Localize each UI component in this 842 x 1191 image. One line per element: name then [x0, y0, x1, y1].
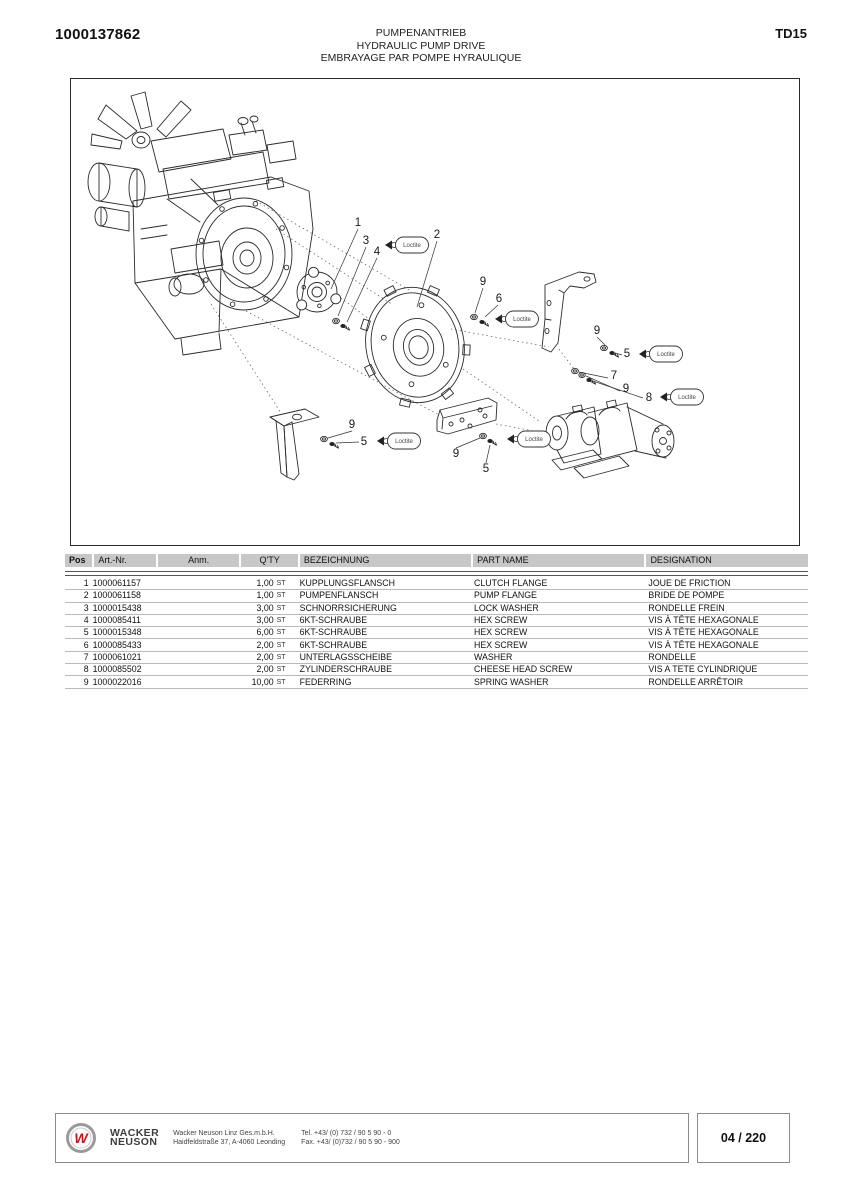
table-row: [65, 627, 808, 639]
callout-number: 1: [354, 217, 362, 229]
page-number-box: [697, 1113, 790, 1163]
callout-layer: [349, 217, 704, 475]
page-number: 04 / 220: [720, 1131, 767, 1145]
callout-number: 2: [433, 229, 441, 241]
qty-value: 10,00: [251, 676, 274, 687]
diagram-panel: [70, 78, 800, 546]
company-address: Haidfeldstraße 37, A-4060 Leonding: [173, 1139, 286, 1146]
callout-number: 5: [482, 463, 490, 475]
cell-qty: [237, 640, 294, 651]
cell-part-name: HEX SCREW: [474, 639, 528, 650]
cell-part-name: SPRING WASHER: [474, 676, 549, 687]
model-code: TD15: [775, 26, 807, 41]
page-title-block: [0, 27, 842, 65]
mounting-bracket-center: [437, 398, 497, 434]
qty-unit: ST: [276, 617, 286, 625]
cell-bezeichnung: SCHNORRSICHERUNG: [299, 602, 397, 613]
cell-pos: 7: [83, 651, 89, 662]
exploded-drawing: [71, 79, 797, 543]
qty-unit: ST: [276, 592, 286, 600]
qty-value: 3,00: [256, 615, 274, 626]
callout-number: 5: [360, 436, 368, 448]
cell-designation: VIS A TETE CYLINDRIQUE: [648, 664, 758, 675]
cell-designation: RONDELLE FREIN: [648, 602, 725, 613]
cell-pos: 9: [83, 676, 89, 687]
loctite-flag: [507, 431, 551, 447]
col-header-designation: DESIGNATION: [646, 554, 808, 567]
footer-bar: [55, 1113, 689, 1163]
table-row: [65, 615, 808, 627]
cell-part-name: CHEESE HEAD SCREW: [474, 664, 573, 675]
qty-unit: ST: [276, 641, 286, 649]
cell-designation: RONDELLE: [648, 651, 696, 662]
cell-qty: [237, 615, 294, 626]
callout-number: 9: [348, 419, 356, 431]
brand-name: [110, 1126, 160, 1148]
cell-part-name: PUMP FLANGE: [474, 590, 537, 601]
cell-pos: 6: [83, 639, 89, 650]
callout-number: 3: [362, 235, 370, 247]
loctite-flag: [377, 433, 421, 449]
col-header-art-nr: Art.-Nr.: [94, 554, 155, 567]
page-title-de: PUMPENANTRIEB: [375, 27, 467, 39]
engine-assembly: [88, 92, 313, 355]
table-row: [65, 639, 808, 651]
pump-flange-part: [349, 272, 480, 414]
cell-bezeichnung: 6KT-SCHRAUBE: [299, 639, 368, 650]
cell-art-nr: 1000085433: [92, 639, 142, 650]
callout-number: 4: [373, 246, 381, 258]
cell-designation: BRIDE DE POMPE: [648, 590, 725, 601]
loctite-label: Loctite: [678, 395, 696, 402]
brand-logo-icon: [64, 1121, 98, 1155]
qty-unit: ST: [276, 629, 286, 637]
cell-bezeichnung: FEDERRING: [299, 676, 352, 687]
qty-unit: ST: [276, 666, 286, 674]
cell-art-nr: 1000015438: [92, 602, 142, 613]
table-row: [65, 603, 808, 615]
col-header-qty: Q'TY: [241, 554, 297, 567]
callout-number: 9: [479, 276, 487, 288]
qty-value: 1,00: [256, 590, 274, 601]
cell-designation: VIS À TÊTE HEXAGONALE: [648, 639, 759, 650]
cell-art-nr: 1000085502: [92, 664, 142, 675]
qty-unit: ST: [276, 580, 286, 588]
callout-number: 9: [452, 448, 460, 460]
table-row: [65, 676, 808, 688]
company-block: [173, 1129, 285, 1147]
page-title-fr: EMBRAYAGE PAR POMPE HYRAULIQUE: [320, 52, 522, 64]
cell-art-nr: 1000022016: [92, 676, 142, 687]
cell-art-nr: 1000061157: [92, 578, 141, 589]
callout-number: 5: [623, 348, 631, 360]
cell-pos: 8: [83, 664, 89, 675]
col-header-pos: Pos: [65, 554, 92, 567]
cell-art-nr: 1000085411: [92, 615, 141, 626]
brand-name-line2: NEUSON: [110, 1136, 158, 1148]
table-row: [65, 652, 808, 664]
qty-unit: ST: [276, 653, 286, 661]
qty-unit: ST: [276, 678, 286, 686]
cell-part-name: HEX SCREW: [474, 615, 528, 626]
cell-designation: RONDELLE ARRÊTOIR: [648, 676, 744, 687]
brand-logo-letter: W: [74, 1130, 88, 1146]
table-row: [65, 590, 808, 602]
qty-unit: ST: [276, 604, 286, 612]
parts-table-rows: [65, 578, 808, 689]
cell-bezeichnung: KUPPLUNGSFLANSCH: [299, 578, 395, 589]
loctite-label: Loctite: [513, 317, 531, 324]
cell-pos: 5: [83, 627, 89, 638]
cell-qty: [237, 652, 294, 663]
qty-value: 3,00: [256, 602, 274, 613]
cell-pos: 2: [83, 590, 89, 601]
callout-number: 8: [645, 392, 653, 404]
cell-designation: VIS À TÊTE HEXAGONALE: [648, 615, 759, 626]
cell-qty: [237, 664, 294, 675]
col-header-part-name: PART NAME: [473, 554, 644, 567]
loctite-label: Loctite: [525, 437, 543, 444]
cell-bezeichnung: 6KT-SCHRAUBE: [299, 615, 368, 626]
qty-value: 1,00: [256, 578, 274, 589]
table-row: [65, 578, 808, 590]
qty-value: 6,00: [256, 627, 274, 638]
brand-name-line1: WACKER: [110, 1126, 160, 1139]
parts-table: [65, 554, 808, 689]
cell-part-name: CLUTCH FLANGE: [474, 578, 548, 589]
callout-number: 6: [495, 293, 503, 305]
cell-bezeichnung: PUMPENFLANSCH: [299, 590, 379, 601]
doc-number: 1000137862: [55, 26, 141, 43]
page-title-en: HYDRAULIC PUMP DRIVE: [356, 39, 486, 52]
cell-part-name: LOCK WASHER: [474, 602, 539, 613]
cell-pos: 1: [83, 578, 89, 589]
loctite-flag: [385, 237, 429, 253]
table-header-row: [65, 554, 808, 567]
header-divider: [65, 571, 808, 576]
col-header-bezeichnung: BEZEICHNUNG: [300, 554, 471, 567]
callout-number: 7: [610, 370, 618, 382]
contact-block: [301, 1129, 400, 1147]
cell-art-nr: 1000015348: [92, 627, 142, 638]
loctite-flag: [660, 389, 704, 405]
company-name: Wacker Neuson Linz Ges.m.b.H.: [173, 1130, 275, 1137]
cell-qty: [237, 677, 294, 688]
loctite-flag: [495, 311, 539, 327]
qty-value: 2,00: [256, 639, 274, 650]
cell-part-name: HEX SCREW: [474, 627, 528, 638]
cell-art-nr: 1000061158: [92, 590, 141, 601]
hydraulic-pump-assembly: [546, 400, 674, 478]
mounting-bracket-top: [542, 272, 596, 352]
cell-designation: VIS À TÊTE HEXAGONALE: [648, 627, 759, 638]
cell-bezeichnung: ZYLINDERSCHRAUBE: [299, 664, 392, 675]
loctite-label: Loctite: [403, 243, 421, 250]
qty-value: 2,00: [256, 651, 274, 662]
loctite-flag: [639, 346, 683, 362]
callout-number: 9: [593, 325, 601, 337]
cell-qty: [237, 627, 294, 638]
support-bracket-left: [270, 409, 319, 480]
cell-pos: 3: [83, 602, 89, 613]
cell-part-name: WASHER: [474, 651, 513, 662]
cell-designation: JOUE DE FRICTION: [648, 578, 731, 589]
col-header-anm: Anm.: [158, 554, 240, 567]
loctite-label: Loctite: [657, 352, 675, 359]
callout-number: 9: [622, 383, 630, 395]
cell-bezeichnung: 6KT-SCHRAUBE: [299, 627, 368, 638]
cell-bezeichnung: UNTERLAGSSCHEIBE: [299, 651, 392, 662]
cell-qty: [237, 590, 294, 601]
cell-pos: 4: [83, 615, 89, 626]
leader-lines: [328, 229, 643, 463]
table-row: [65, 664, 808, 676]
cell-qty: [237, 578, 294, 589]
qty-value: 2,00: [256, 664, 274, 675]
cell-qty: [237, 603, 294, 614]
cell-art-nr: 1000061021: [92, 651, 142, 662]
phone-number: Tel. +43/ (0) 732 / 90 5 90 - 0: [301, 1130, 392, 1137]
loctite-label: Loctite: [395, 439, 413, 446]
fax-number: Fax. +43/ (0)732 / 90 5 90 - 900: [301, 1139, 400, 1146]
